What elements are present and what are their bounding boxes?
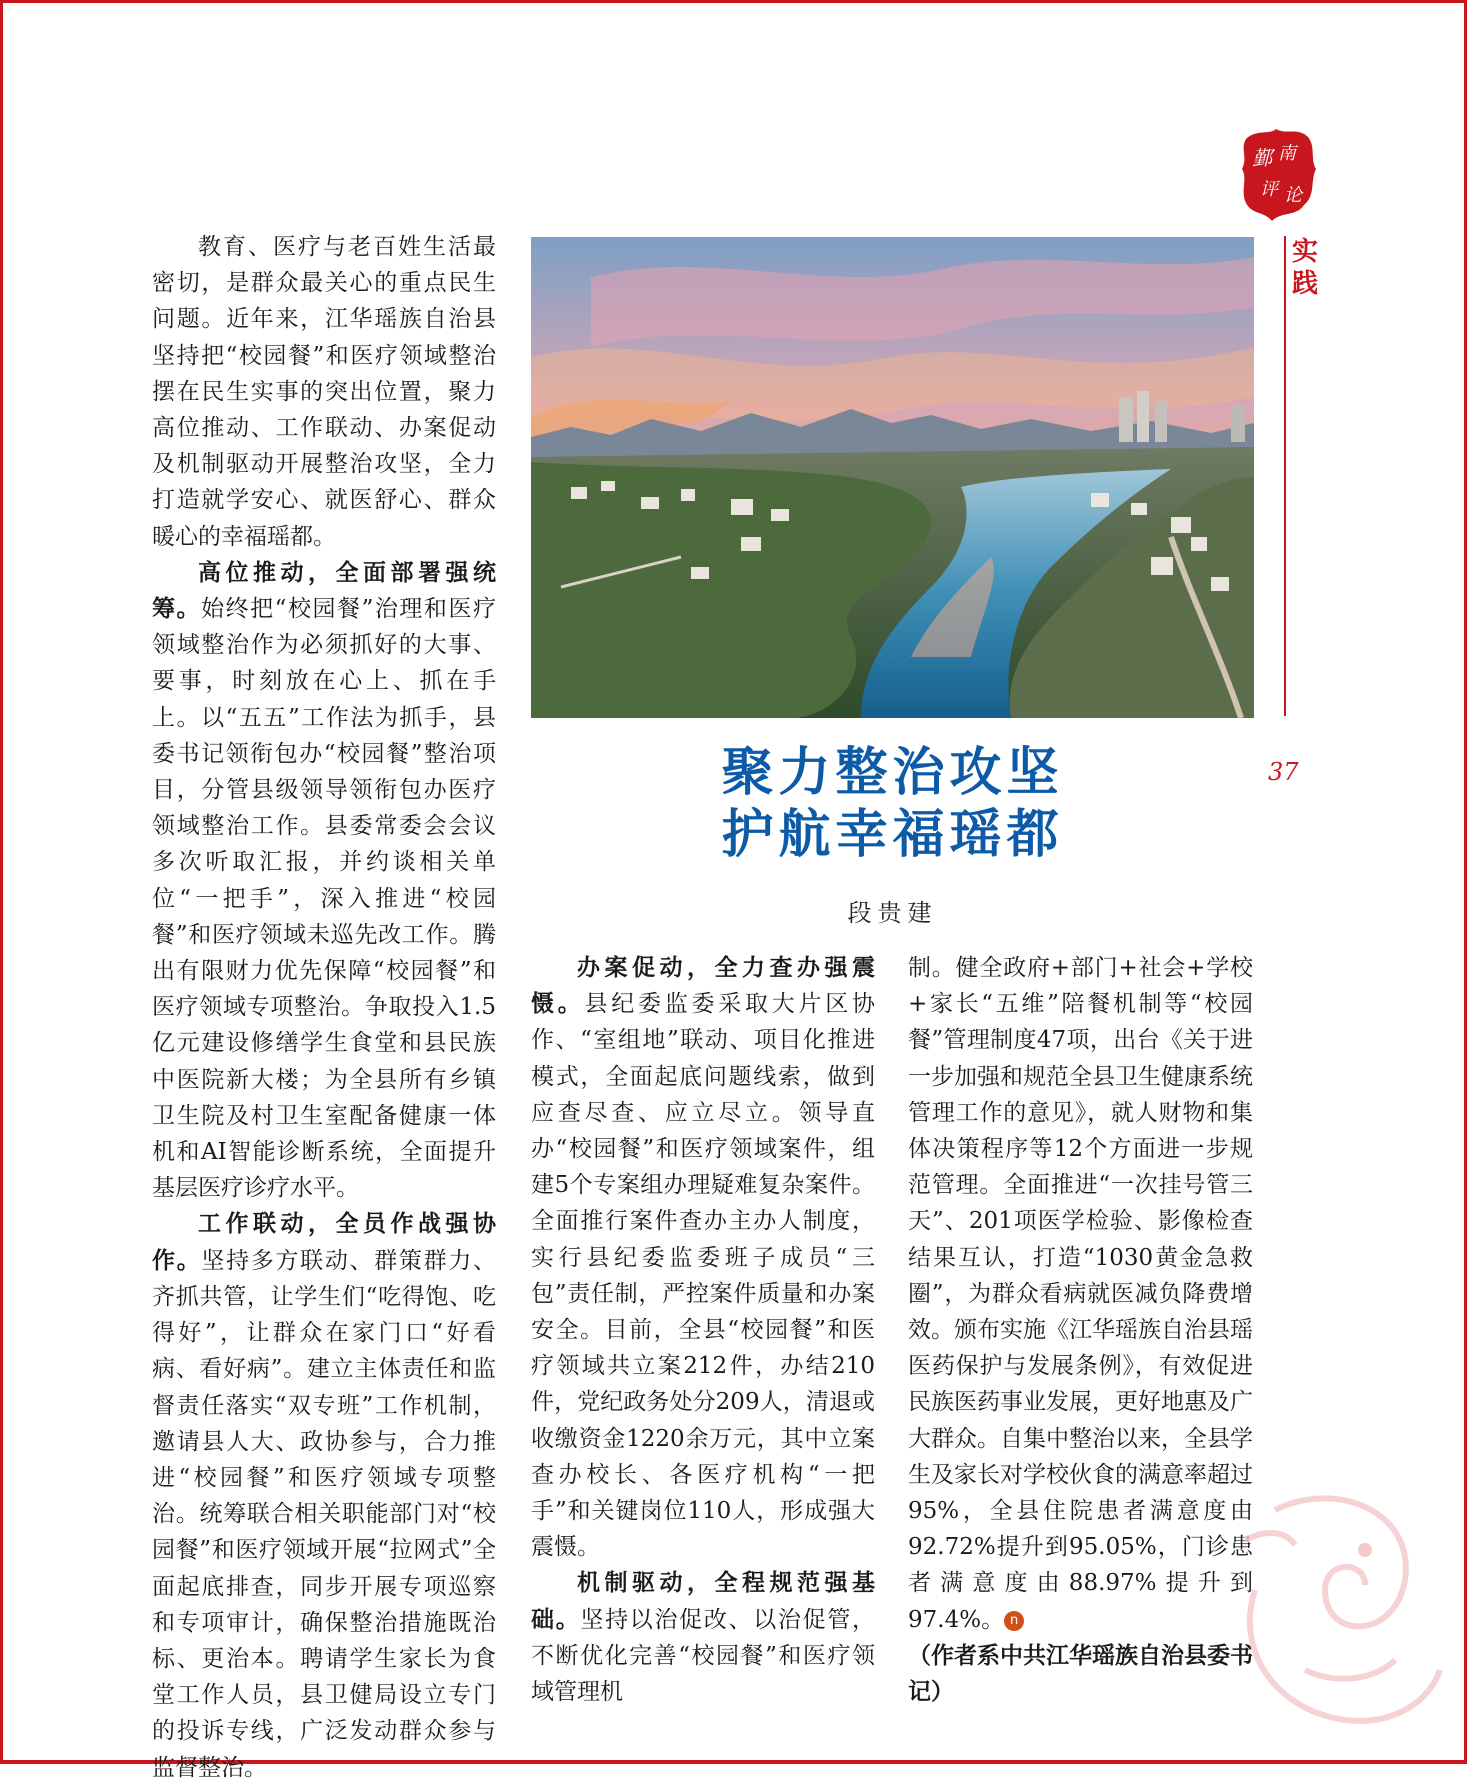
decorative-phoenix-watermark [1215, 1470, 1445, 1750]
section-4-continued [908, 950, 1253, 1638]
column-3 [908, 950, 1253, 1710]
section-1-body: 始终把“校园餐”治理和医疗领域整治作为必须抓好的大事、要事，时刻放在心上、抓在手上。以“五五”工作法为抓手，县委书记领衔包办“校园餐”整治项目，分管县级领导领衔包办医疗领域整治工作。县委常委会会议多次听取汇报，并约谈相关单位“一把手”，深入推进“校园餐”和医疗领域未巡先改工作。腾出有限财力优先保障“校园餐”和医疗领域专项整治。争取投入1.5亿元建设修缮学生食堂和县民族中医院新大楼；为全县所有乡镇卫生院及村卫生室配备健康一体机和AI智能诊断系统，全面提升基层医疗诊疗水平。 [152, 596, 496, 1202]
svg-text:评: 评 [1260, 179, 1278, 200]
section-4-body-b: 制。健全政府+部门+社会+学校+家长“五维”陪餐机制等“校园餐”管理制度47项，出台《关于进一步加强和规范全县卫生健康系统管理工作的意见》，就人财物和集体决策程序等12个方面进一步规范管理。全面推进“一次挂号管三天”、201项医学检验、影像检查结果互认，打造“1030黄金急救圈”，为群众看病就医减负降费增效。颁布实施《江华瑶族自治县瑶医药保护与发展条例》，有效促进民族医药事业发展，更好地惠及广大群众。自集中整治以来，全县学生及家长对学校伙食的满意率超过95%，全县住院患者满意度由92.72%提升到95.05%，门诊患者满意度由88.97%提升到97.4%。 [908, 955, 1253, 1633]
section-2-paragraph [152, 1206, 496, 1785]
section-label: 实践 [1291, 237, 1318, 299]
section-1-heading: 高位推动，全面部署强统筹。 [152, 559, 496, 623]
column-1 [152, 229, 496, 1786]
article-title-line1: 聚力整治攻坚 [721, 742, 1064, 803]
river-town-photo [531, 237, 1254, 718]
intro-paragraph: 教育、医疗与老百姓生活最密切，是群众最关心的重点民生问题。近年来，江华瑶族自治县坚持把“校园餐”和医疗领域整治摆在民生实事的突出位置，聚力高位推动、工作联动、办案促动及机制驱动开展整治攻坚，全力打造就学安心、就医舒心、群众暖心的幸福瑶都。 [152, 234, 496, 550]
article-title-line2: 护航幸福瑶都 [721, 804, 1064, 865]
section-4-heading: 机制驱动，全程规范强基础。 [531, 1570, 875, 1633]
section-4-paragraph [531, 1565, 875, 1710]
svg-text:南: 南 [1278, 143, 1296, 164]
svg-text:鄞: 鄞 [1252, 146, 1272, 170]
article-title [540, 742, 1245, 866]
article-author: 段贵建 [847, 899, 938, 927]
section-3-heading: 办案促动，全力查办强震慑。 [531, 955, 875, 1018]
section-2-heading: 工作联动，全员作战强协作。 [152, 1211, 496, 1274]
end-mark-icon: n [1004, 1611, 1024, 1631]
svg-text:论: 论 [1284, 185, 1302, 206]
section-3-body: 县纪委监委采取大片区协作、“室组地”联动、项目化推进模式，全面起底问题线索，做到应查尽查、应立尽立。领导直办“校园餐”和医疗领域案件，组建5个专案组办理疑难复杂案件。全面推行案件查办主办人制度，实行县纪委监委班子成员“三包”责任制，严控案件质量和办案安全。目前，全县“校园餐”和医疗领域共立案212件，办结210件，党纪政务处分209人，清退或收缴资金1220余万元，其中立案查办校长、各医疗机构“一把手”和关键岗位110人，形成强大震慑。 [531, 991, 875, 1561]
magazine-seal-logo [1238, 125, 1318, 225]
section-3-paragraph [531, 950, 875, 1565]
section-1-paragraph [152, 555, 496, 1207]
page-number: 37 [1268, 758, 1299, 786]
section-rule [1284, 236, 1286, 716]
author-note: （作者系中共江华瑶族自治县委书记） [908, 1642, 1253, 1706]
section-2-body: 坚持多方联动、群策群力、齐抓共管，让学生们“吃得饱、吃得好”，让群众在家门口“好看病、看好病”。建立主体责任和监督责任落实“双专班”工作机制，邀请县人大、政协参与，合力推进“校园餐”和医疗领域专项整治。统筹联合相关职能部门对“校园餐”和医疗领域开展“拉网式”全面起底排查，同步开展专项巡察和专项审计，确保整治措施既治标、更治本。聘请学生家长为食堂工作人员，县卫健局设立专门的投诉专线，广泛发动群众参与监督整治。 [152, 1247, 497, 1781]
section-4-body-a: 坚持以治促改、以治促管，不断优化完善“校园餐”和医疗领域管理机 [531, 1606, 876, 1706]
column-2 [531, 950, 875, 1710]
